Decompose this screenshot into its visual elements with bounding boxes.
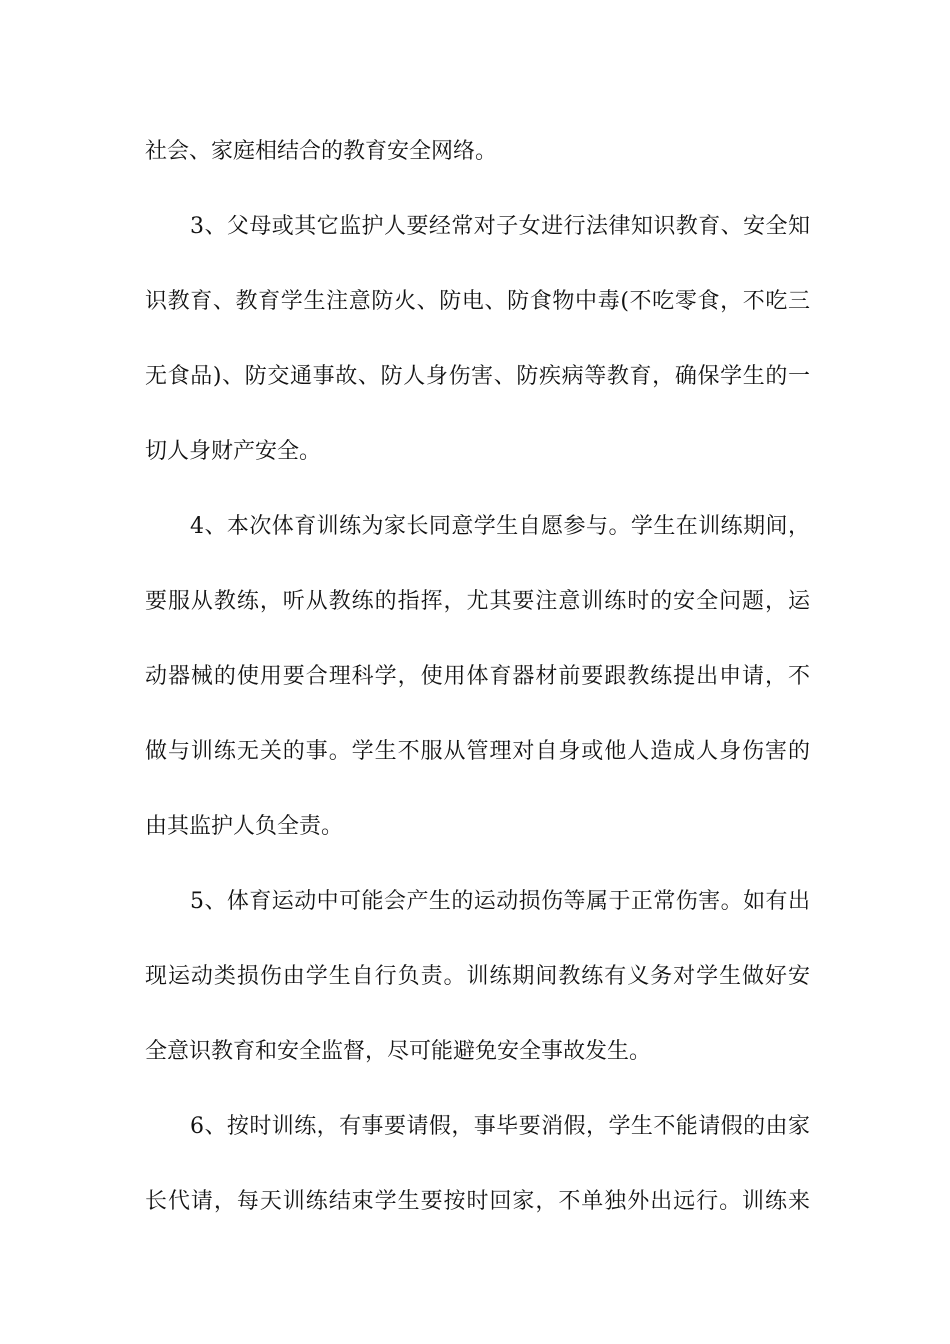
paragraph-line: 无食品)、防交通事故、防人身伤害、防疾病等教育，确保学生的一 [145,364,810,389]
paragraph-line: 4、本次体育训练为家长同意学生自愿参与。学生在训练期间， [190,514,810,539]
paragraph-line: 要服从教练，听从教练的指挥，尤其要注意训练时的安全问题，运 [145,589,810,614]
paragraph-line: 切人身财产安全。 [145,439,322,464]
paragraph-line: 动器械的使用要合理科学，使用体育器材前要跟教练提出申请，不 [145,664,810,689]
paragraph-line: 识教育、教育学生注意防火、防电、防食物中毒(不吃零食，不吃三 [145,289,810,314]
paragraph-line: 长代请，每天训练结束学生要按时回家，不单独外出远行。训练来 [145,1189,810,1214]
paragraph-line: 做与训练无关的事。学生不服从管理对自身或他人造成人身伤害的 [145,739,810,764]
paragraph-line: 社会、家庭相结合的教育安全网络。 [145,139,498,164]
paragraph-line: 现运动类损伤由学生自行负责。训练期间教练有义务对学生做好安 [145,964,810,989]
paragraph-line: 5、体育运动中可能会产生的运动损伤等属于正常伤害。如有出 [190,889,810,914]
paragraph-line: 由其监护人负全责。 [145,814,344,839]
paragraph-line: 3、父母或其它监护人要经常对子女进行法律知识教育、安全知 [190,214,810,239]
paragraph-line: 全意识教育和安全监督，尽可能避免安全事故发生。 [145,1039,652,1064]
paragraph-line: 6、按时训练，有事要请假，事毕要消假，学生不能请假的由家 [190,1114,810,1139]
